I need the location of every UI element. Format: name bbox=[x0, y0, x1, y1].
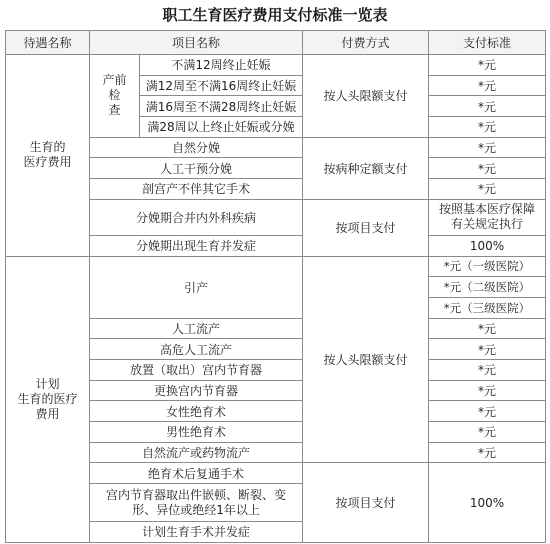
section-name-line: 计划 bbox=[35, 376, 60, 391]
section-name-line: 医疗费用 bbox=[23, 155, 72, 170]
standard-cell: *元（三级医院） bbox=[429, 297, 546, 318]
item-cell: 更换宫内节育器 bbox=[90, 380, 303, 401]
standard-cell: *元 bbox=[429, 179, 546, 200]
item-cell: 女性绝育术 bbox=[90, 401, 303, 422]
payment-method-cell: 按病种定额支付 bbox=[303, 137, 429, 199]
item-cell: 绝育术后复通手术 bbox=[90, 463, 303, 484]
payment-method-cell: 按项目支付 bbox=[303, 463, 429, 542]
item-cell: 剖宫产不伴其它手术 bbox=[90, 179, 303, 200]
item-line: 形、异位或绝经1年以上 bbox=[132, 502, 260, 517]
standard-cell: *元 bbox=[429, 318, 546, 339]
item-cell: 计划生育手术并发症 bbox=[90, 522, 303, 543]
item-cell: 不满12周终止妊娠 bbox=[140, 55, 303, 76]
section-maternity-medical bbox=[6, 55, 90, 257]
item-cell: 分娩期出现生育并发症 bbox=[90, 235, 303, 256]
standard-cell: 100% bbox=[429, 463, 546, 542]
header-payment-method: 付费方式 bbox=[303, 31, 429, 55]
item-cell: 男性绝育术 bbox=[90, 422, 303, 443]
section-name-line: 费用 bbox=[35, 406, 60, 421]
standard-cell: *元（一级医院） bbox=[429, 256, 546, 277]
item-cell: 放置（取出）宫内节育器 bbox=[90, 359, 303, 380]
prenatal-label-line: 检 bbox=[108, 88, 121, 103]
standard-cell: *元 bbox=[429, 339, 546, 360]
payment-method-cell: 按人头限额支付 bbox=[303, 55, 429, 138]
item-cell: 自然分娩 bbox=[90, 137, 303, 158]
section-family-planning-medical bbox=[6, 256, 90, 542]
standard-cell: *元 bbox=[429, 117, 546, 138]
item-cell: 满12周至不满16周终止妊娠 bbox=[140, 75, 303, 96]
standard-cell: *元 bbox=[429, 75, 546, 96]
standard-cell: *元 bbox=[429, 401, 546, 422]
header-payment-standard: 支付标准 bbox=[429, 31, 546, 55]
payment-method-cell: 按人头限额支付 bbox=[303, 256, 429, 463]
header-item-name: 项目名称 bbox=[90, 31, 303, 55]
header-benefit-name: 待遇名称 bbox=[6, 31, 90, 55]
standard-cell: *元 bbox=[429, 380, 546, 401]
item-cell: 自然流产或药物流产 bbox=[90, 442, 303, 463]
section-name-line: 生育的医疗 bbox=[17, 391, 78, 406]
standard-cell: *元（二级医院） bbox=[429, 277, 546, 298]
standard-line: 有关规定执行 bbox=[451, 217, 524, 232]
header-row bbox=[6, 31, 546, 55]
item-cell: 人工流产 bbox=[90, 318, 303, 339]
item-cell: 人工干预分娩 bbox=[90, 158, 303, 179]
prenatal-check-label bbox=[90, 55, 140, 138]
item-line: 宫内节育器取出件嵌顿、断裂、变 bbox=[106, 487, 287, 502]
payment-method-cell: 按项目支付 bbox=[303, 199, 429, 256]
standard-line: 按照基本医疗保障 bbox=[439, 202, 536, 217]
table-row bbox=[6, 256, 546, 277]
table-row bbox=[6, 55, 546, 76]
standard-cell: *元 bbox=[429, 137, 546, 158]
standard-cell: *元 bbox=[429, 96, 546, 117]
item-cell: 高危人工流产 bbox=[90, 339, 303, 360]
item-cell: 分娩期合并内外科疾病 bbox=[90, 199, 303, 235]
payment-standard-table bbox=[5, 30, 546, 543]
item-cell bbox=[90, 484, 303, 522]
standard-cell: *元 bbox=[429, 422, 546, 443]
prenatal-label-line: 查 bbox=[108, 103, 121, 118]
standard-cell: 100% bbox=[429, 235, 546, 256]
standard-cell: *元 bbox=[429, 55, 546, 76]
prenatal-label-line: 产前 bbox=[102, 73, 127, 88]
item-cell: 满16周至不满28周终止妊娠 bbox=[140, 96, 303, 117]
standard-cell: *元 bbox=[429, 158, 546, 179]
page-title: 职工生育医疗费用支付标准一览表 bbox=[162, 6, 388, 24]
standard-cell: *元 bbox=[429, 359, 546, 380]
standard-cell bbox=[429, 199, 546, 235]
section-name-line: 生育的 bbox=[29, 140, 66, 155]
item-cell: 引产 bbox=[90, 256, 303, 318]
item-cell: 满28周以上终止妊娠或分娩 bbox=[140, 117, 303, 138]
standard-cell: *元 bbox=[429, 442, 546, 463]
